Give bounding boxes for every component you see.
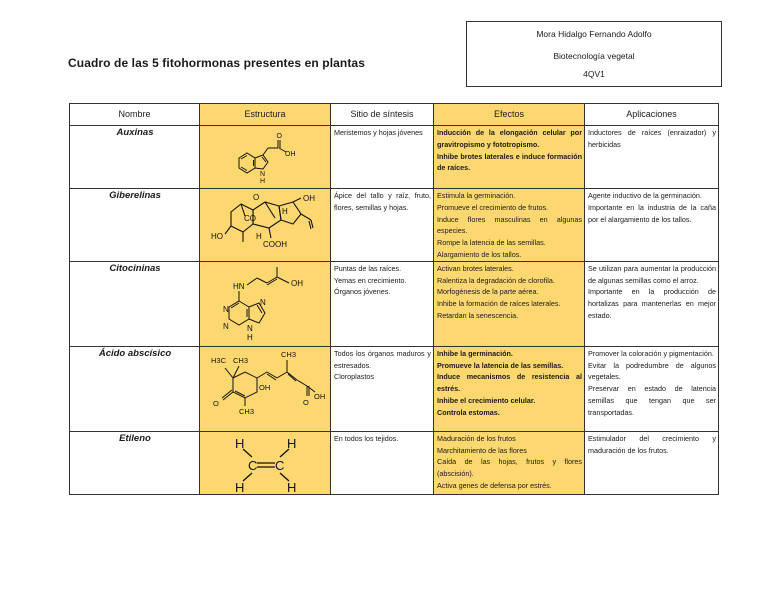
header-nombre: Nombre [70,104,200,126]
hormone-name: Citocininas [70,261,200,346]
svg-text:OH: OH [314,391,326,401]
header-sitio: Sitio de síntesis [331,104,434,126]
svg-text:N: N [246,323,253,333]
svg-text:H3C: H3C [211,355,227,365]
svg-text:O: O [213,398,219,408]
synthesis-site: En todos los tejidos. [331,431,434,494]
structure-cell [200,346,331,431]
structure-cell [200,189,331,262]
header-estructura: Estructura [200,104,331,126]
synthesis-site: Ápice del tallo y raíz, fruto, flores, semillas y hojas. [331,189,434,262]
auxin-structure-diagram [221,127,311,185]
svg-text:CH3: CH3 [233,355,249,365]
effects: Inducción de la elongación celular por gravitropismo y fototropismo. Inhibe brotes laterales e induce formación de raíces. [434,126,585,189]
svg-text:H: H [256,232,262,241]
svg-text:OH: OH [259,382,271,392]
table-row [70,126,719,189]
page-title: Cuadro de las 5 fitohormonas presentes en plantas [68,56,365,70]
subject-name: Biotecnología vegetal [553,51,635,61]
effects: Estimula la germinación. Promueve el crecimiento de frutos. Induce flores masculinas en algunas especies. Rompe la latencia de las semillas. Alargamiento de los tallos. [434,189,585,262]
synthesis-site: Meristemos y hojas jóvenes [331,126,434,189]
applications: Se utilizan para aumentar la producción de algunas semillas como el arroz. Importante en la producción de hortalizas para mantenerlas en mejor estado. [585,261,719,346]
synthesis-site: Todos los órganos maduros y estresados. Cloroplastos [331,346,434,431]
svg-text:C: C [247,457,257,473]
svg-text:CH3: CH3 [239,406,255,416]
svg-text:O: O [276,133,282,140]
svg-text:H: H [246,332,253,342]
svg-text:O: O [303,397,309,407]
table-row [70,346,719,431]
gibberellin-structure-diagram [203,190,331,250]
svg-text:OH: OH [290,278,303,288]
group-code: 4QV1 [583,69,605,79]
svg-text:COOH: COOH [263,240,287,249]
effects: Inhibe la germinación. Promueve la latencia de las semillas. Induce mecanismos de resistencia al estrés. Inhibe el crecimiento celular. Controla estomas. [434,346,585,431]
svg-text:N: N [259,171,265,178]
ethylene-structure-diagram [221,433,311,493]
synthesis-site: Puntas de las raíces. Yemas en crecimiento. Órganos jóvenes. [331,261,434,346]
hormone-name: Etileno [70,431,200,494]
applications: Agente inductivo de la germinación. Importante en la industria de la caña por el alargamiento de los tallos. [585,189,719,262]
hormone-name: Auxinas [70,126,200,189]
svg-text:H: H [234,479,244,493]
header-efectos: Efectos [434,104,585,126]
effects: Activan brotes laterales. Ralentiza la degradación de clorofila. Morfogénesis de la parte aérea. Inhibe la formación de raíces laterales. Retardan la senescencia. [434,261,585,346]
svg-text:H: H [282,207,288,216]
info-box [466,21,722,87]
effects: Maduración de los frutos Marchitamiento de las flores Caída de las hojas, frutos y flores (abscisión). Activa genes de defensa por estrés. [434,431,585,494]
table-row [70,261,719,346]
table-row [70,189,719,262]
phytohormone-table [69,103,719,495]
table-row [70,431,719,494]
cytokinin-structure-diagram [211,263,321,345]
svg-text:O: O [253,193,260,202]
header-aplicaciones: Aplicaciones [585,104,719,126]
svg-text:OH: OH [303,194,315,203]
svg-text:OH: OH [284,151,295,158]
author-name: Mora Hidalgo Fernando Adolfo [536,29,652,39]
svg-text:CH3: CH3 [281,349,297,359]
applications: Inductores de raíces (enraizador) y herbicidas [585,126,719,189]
svg-text:H: H [286,479,296,493]
applications: Estimulador del crecimiento y maduración de los frutos. [585,431,719,494]
svg-text:HN: HN [232,281,245,291]
abscisic-acid-structure-diagram [203,348,331,430]
hormone-name: Ácido abscísico [70,346,200,431]
hormone-name: Giberelinas [70,189,200,262]
applications: Promover la coloración y pigmentación. Evitar la podredumbre de algunos vegetales. Preservar en estado de latencia semillas que tengan que ser transportadas. [585,346,719,431]
structure-cell [200,431,331,494]
svg-text:C: C [274,457,284,473]
svg-text:H: H [286,435,296,451]
table-header-row [70,104,719,126]
svg-text:N: N [259,297,266,307]
svg-text:CO: CO [244,214,256,223]
structure-cell [200,126,331,189]
svg-text:N: N [222,304,229,314]
svg-text:HO: HO [211,232,223,241]
svg-text:H: H [234,435,244,451]
structure-cell [200,261,331,346]
svg-text:N: N [222,321,229,331]
svg-text:H: H [259,178,265,185]
